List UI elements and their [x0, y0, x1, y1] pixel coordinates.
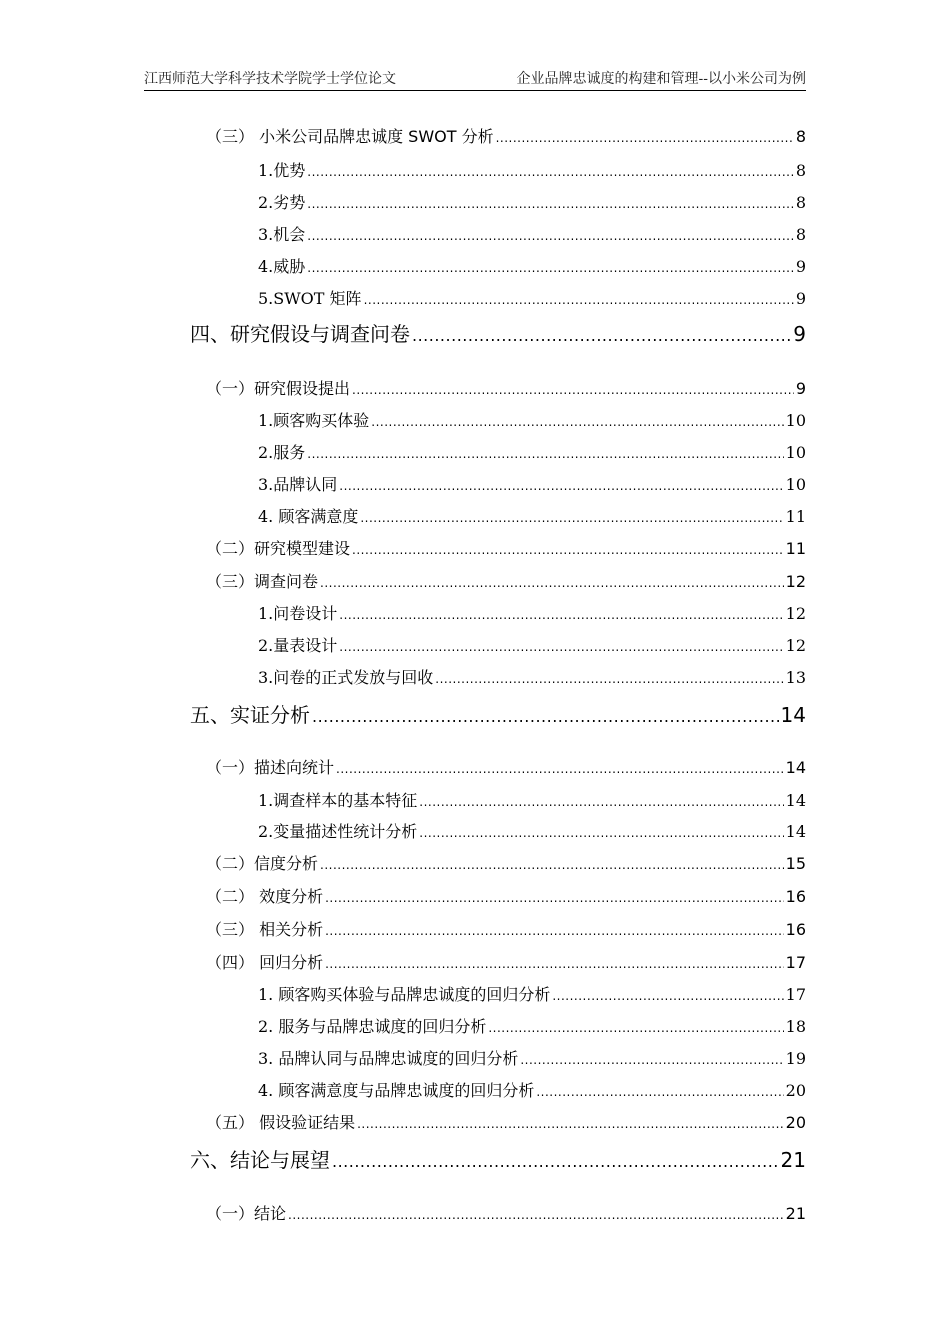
toc-dot-leader [552, 989, 783, 1003]
toc-dot-leader [332, 1152, 779, 1171]
toc-entry[interactable] [258, 665, 806, 689]
toc-entry-title: 1.优势 [258, 161, 306, 180]
toc-entry[interactable] [258, 408, 806, 432]
toc-entry[interactable] [258, 601, 806, 625]
toc-entry-page: 12 [785, 604, 806, 623]
toc-entry-title: （三）调查问卷 [206, 572, 319, 591]
toc-entry-page: 8 [795, 127, 806, 146]
toc-entry-page: 14 [785, 758, 806, 777]
toc-entry[interactable] [258, 190, 806, 214]
toc-dot-leader [325, 891, 784, 905]
toc-dot-leader [371, 415, 783, 429]
toc-entry[interactable] [258, 633, 806, 657]
toc-entry-title: 3.品牌认同 [258, 475, 338, 494]
toc-entry[interactable] [258, 982, 806, 1006]
toc-entry[interactable] [206, 1201, 806, 1225]
toc-entry[interactable] [206, 376, 806, 400]
toc-entry-page: 9 [795, 379, 806, 398]
toc-entry[interactable] [190, 1144, 806, 1174]
toc-dot-leader [307, 197, 794, 211]
toc-entry-page: 20 [785, 1081, 806, 1100]
toc-entry-page: 9 [795, 257, 806, 276]
toc-entry[interactable] [258, 1046, 806, 1070]
toc-dot-leader [352, 543, 784, 557]
toc-entry-page: 21 [780, 1148, 806, 1172]
toc-entry-page: 17 [785, 953, 806, 972]
header-left-text: 江西师范大学科学技术学院学士学位论文 [144, 71, 396, 87]
toc-entry-page: 11 [785, 539, 806, 558]
toc-entry-title: 1.问卷设计 [258, 604, 338, 623]
toc-dot-leader [536, 1085, 783, 1099]
toc-entry-page: 10 [785, 411, 806, 430]
toc-dot-leader [307, 165, 794, 179]
toc-entry-page: 8 [795, 225, 806, 244]
toc-entry-page: 20 [785, 1113, 806, 1132]
toc-dot-leader [339, 608, 783, 622]
toc-entry-title: 4. 顾客满意度与品牌忠诚度的回归分析 [258, 1081, 535, 1100]
toc-entry[interactable] [206, 755, 806, 779]
toc-dot-leader [339, 640, 783, 654]
toc-entry-title: （三） 相关分析 [206, 920, 324, 939]
toc-entry-title: 1.调查样本的基本特征 [258, 791, 418, 810]
toc-entry[interactable] [258, 286, 806, 310]
toc-entry-title: 5.SWOT 矩阵 [258, 289, 362, 308]
toc-dot-leader [364, 293, 794, 307]
toc-dot-leader [435, 672, 783, 686]
toc-entry[interactable] [258, 819, 806, 843]
toc-entry-title: 六、结论与展望 [190, 1148, 330, 1172]
toc-dot-leader [357, 1117, 784, 1131]
toc-entry-page: 10 [785, 443, 806, 462]
toc-dot-leader [360, 511, 783, 525]
toc-entry[interactable] [190, 318, 806, 348]
toc-entry-page: 21 [785, 1204, 806, 1223]
toc-dot-leader [325, 957, 784, 971]
toc-dot-leader [307, 229, 794, 243]
toc-entry-page: 16 [785, 887, 806, 906]
toc-entry[interactable] [206, 536, 806, 560]
toc-entry[interactable] [258, 222, 806, 246]
toc-entry[interactable] [258, 1078, 806, 1102]
toc-entry-page: 14 [785, 822, 806, 841]
toc-entry-page: 11 [785, 507, 806, 526]
toc-dot-leader [312, 707, 779, 726]
toc-entry[interactable] [258, 158, 806, 182]
toc-entry[interactable] [258, 788, 806, 812]
toc-entry-page: 13 [785, 668, 806, 687]
toc-dot-leader [320, 858, 784, 872]
toc-entry-title: 2.量表设计 [258, 636, 338, 655]
toc-entry-page: 18 [785, 1017, 806, 1036]
toc-dot-leader [339, 479, 783, 493]
toc-dot-leader [488, 1021, 783, 1035]
toc-entry-title: 2.服务 [258, 443, 306, 462]
toc-entry-title: 1. 顾客购买体验与品牌忠诚度的回归分析 [258, 985, 551, 1004]
toc-dot-leader [352, 383, 794, 397]
toc-dot-leader [419, 826, 783, 840]
toc-entry-page: 12 [785, 636, 806, 655]
toc-entry-title: 4.威胁 [258, 257, 306, 276]
toc-entry-page: 10 [785, 475, 806, 494]
toc-entry[interactable] [258, 504, 806, 528]
toc-entry-title: （二）研究模型建设 [206, 539, 351, 558]
toc-entry-title: 4. 顾客满意度 [258, 507, 359, 526]
toc-entry-title: 五、实证分析 [190, 703, 310, 727]
toc-entry-title: 2. 服务与品牌忠诚度的回归分析 [258, 1017, 487, 1036]
toc-entry[interactable] [206, 884, 806, 908]
toc-entry-title: 2.变量描述性统计分析 [258, 822, 418, 841]
toc-entry-page: 17 [785, 985, 806, 1004]
toc-entry-page: 19 [785, 1049, 806, 1068]
toc-dot-leader [325, 924, 784, 938]
toc-entry-page: 14 [780, 703, 806, 727]
toc-entry-title: 四、研究假设与调查问卷 [190, 322, 410, 346]
toc-entry-title: （三） 小米公司品牌忠诚度 SWOT 分析 [206, 127, 494, 146]
toc-entry-title: 1.顾客购买体验 [258, 411, 370, 430]
toc-entry-page: 12 [785, 572, 806, 591]
toc-dot-leader [419, 795, 783, 809]
toc-entry[interactable] [206, 851, 806, 875]
toc-entry[interactable] [206, 1110, 806, 1134]
toc-entry-page: 14 [785, 791, 806, 810]
toc-entry-title: 3.机会 [258, 225, 306, 244]
toc-entry-page: 8 [795, 161, 806, 180]
toc-entry-title: （一）描述向统计 [206, 758, 335, 777]
toc-dot-leader [307, 261, 794, 275]
toc-dot-leader [336, 762, 784, 776]
toc-entry-page: 9 [793, 322, 806, 346]
toc-dot-leader [496, 131, 794, 145]
toc-entry[interactable] [258, 254, 806, 278]
toc-entry-title: （二） 效度分析 [206, 887, 324, 906]
toc-entry[interactable] [206, 950, 806, 974]
toc-dot-leader [412, 326, 791, 345]
toc-entry-title: （一）研究假设提出 [206, 379, 351, 398]
toc-entry-page: 15 [785, 854, 806, 873]
toc-entry[interactable] [258, 1014, 806, 1038]
toc-entry-title: 2.劣势 [258, 193, 306, 212]
toc-dot-leader [320, 576, 784, 590]
toc-entry-page: 16 [785, 920, 806, 939]
toc-entry-title: （一）结论 [206, 1204, 287, 1223]
toc-entry[interactable] [206, 124, 806, 148]
toc-entry[interactable] [190, 699, 806, 729]
toc-entry-title: 3.问卷的正式发放与回收 [258, 668, 434, 687]
toc-entry-title: （五） 假设验证结果 [206, 1113, 356, 1132]
toc-entry-page: 9 [795, 289, 806, 308]
toc-dot-leader [520, 1053, 783, 1067]
toc-dot-leader [307, 447, 783, 461]
toc-entry-title: （四） 回归分析 [206, 953, 324, 972]
toc-entry[interactable] [206, 917, 806, 941]
toc-dot-leader [288, 1208, 784, 1222]
toc-entry-page: 8 [795, 193, 806, 212]
toc-entry-title: （二）信度分析 [206, 854, 319, 873]
header-right-text: 企业品牌忠诚度的构建和管理--以小米公司为例 [516, 71, 806, 87]
toc-entry[interactable] [206, 569, 806, 593]
toc-entry[interactable] [258, 440, 806, 464]
toc-entry-title: 3. 品牌认同与品牌忠诚度的回归分析 [258, 1049, 519, 1068]
toc-entry[interactable] [258, 472, 806, 496]
